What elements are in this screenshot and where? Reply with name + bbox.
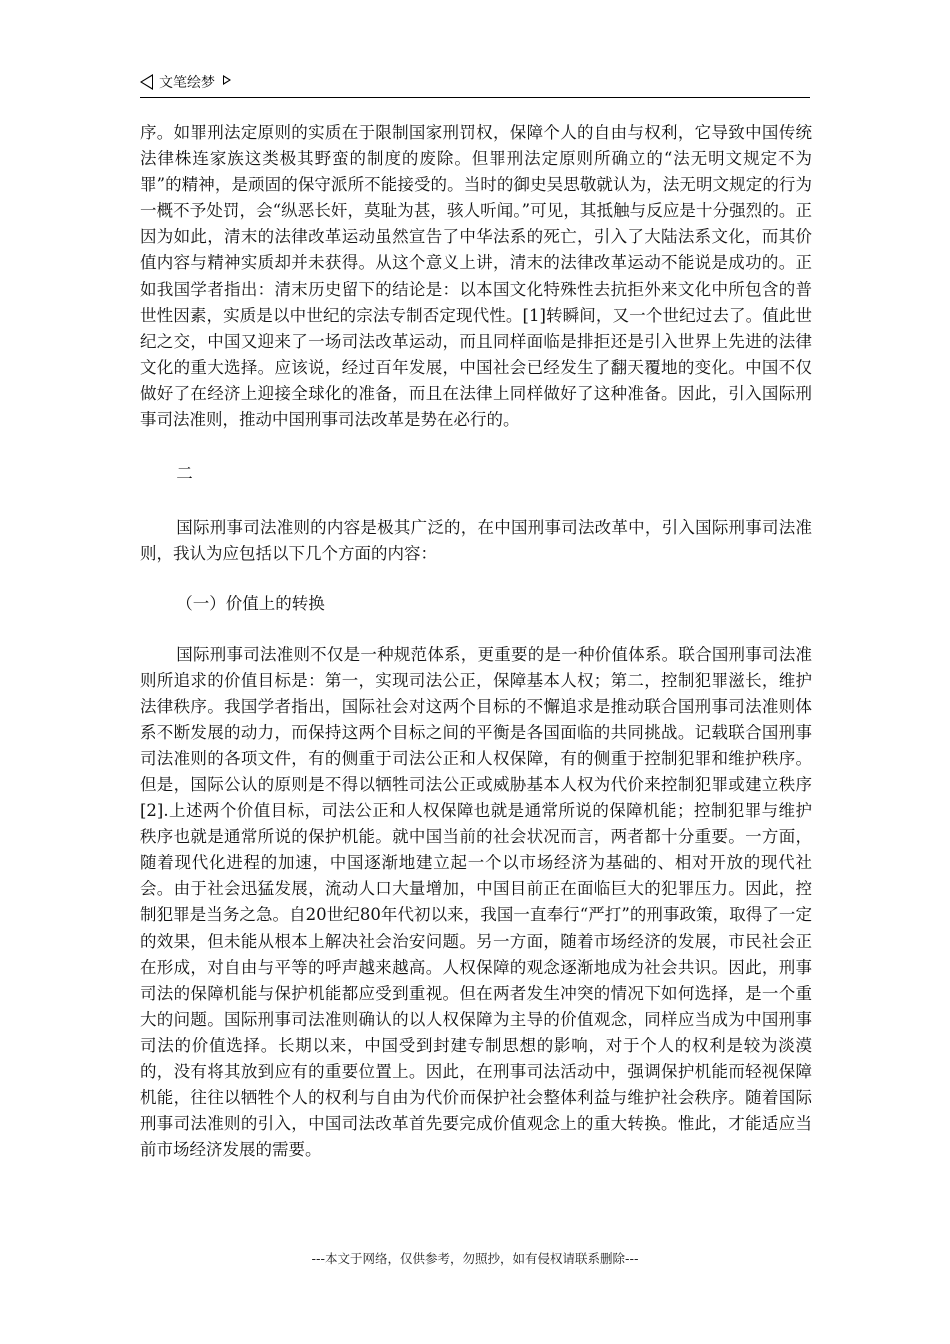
document-body: [140, 120, 812, 1163]
header-title: 文笔绘梦: [159, 75, 215, 91]
header-brand: [140, 72, 231, 92]
page-header: [140, 68, 810, 98]
subsection-heading: （一）价值上的转换: [176, 594, 325, 614]
paragraph-intro: 国际刑事司法准则的内容是极其广泛的，在中国刑事司法改革中，引入国际刑事司法准则，我认为应包括以下几个方面的内容：: [140, 518, 812, 564]
paragraph-continuation: 序。如罪刑法定原则的实质在于限制国家刑罚权，保障个人的自由与权利，它导致中国传统法律株连家族这类极其野蛮的制度的废除。但罪刑法定原则所确立的“法无明文规定不为罪”的精神，是顽固的保守派所不能接受的。当时的御史吴思敬就认为，法无明文规定的行为一概不予处罚，会“纵恶长奸，莫耻为甚，骇人听闻。”可见，其抵触与反应是十分强烈的。正因为如此，清末的法律改革运动虽然宣告了中华法系的死亡，引入了大陆法系文化，而其价值内容与精神实质却并未获得。从这个意义上讲，清末的法律改革运动不能说是成功的。正如我国学者指出：清末历史留下的结论是：以本国文化特殊性去抗拒外来文化中所包含的普世性因素，实质是以中世纪的宗法专制否定现代性。[1]转瞬间，又一个世纪过去了。值此世纪之交，中国又迎来了一场司法改革运动，而且同样面临是排拒还是引入世界上先进的法律文化的重大选择。应该说，经过百年发展，中国社会已经发生了翻天覆地的变化。中国不仅做好了在经济上迎接全球化的准备，而且在法律上同样做好了这种准备。因此，引入国际刑事司法准则，推动中国刑事司法改革是势在必行的。: [140, 123, 812, 430]
triangle-right-icon: [223, 75, 231, 85]
footer-notice: ---本文于网络，仅供参考，勿照抄，如有侵权请联系删除---: [311, 1251, 639, 1266]
triangle-left-icon: [140, 74, 153, 90]
section-heading: 二: [176, 464, 193, 484]
paragraph-value-shift: 国际刑事司法准则不仅是一种规范体系，更重要的是一种价值体系。联合国刑事司法准则所追求的价值目标是：第一，实现司法公正，保障基本人权；第二，控制犯罪滋长，维护法律秩序。我国学者指出，国际社会对这两个目标的不懈追求是推动联合国刑事司法准则体系不断发展的动力，而保持这两个目标之间的平衡是各国面临的共同挑战。记载联合国刑事司法准则的各项文件，有的侧重于司法公正和人权保障，有的侧重于控制犯罪和维护秩序。但是，国际公认的原则是不得以牺牲司法公正或威胁基本人权为代价来控制犯罪或建立秩序[2].上述两个价值目标，司法公正和人权保障也就是通常所说的保障机能；控制犯罪与维护秩序也就是通常所说的保护机能。就中国当前的社会状况而言，两者都十分重要。一方面，随着现代化进程的加速，中国逐渐地建立起一个以市场经济为基础的、相对开放的现代社会。由于社会迅猛发展，流动人口大量增加，中国目前正在面临巨大的犯罪压力。因此，控制犯罪是当务之急。自20世纪80年代初以来，我国一直奉行“严打”的刑事政策，取得了一定的效果，但未能从根本上解决社会治安问题。另一方面，随着市场经济的发展，市民社会正在形成，对自由与平等的呼声越来越高。人权保障的观念逐渐地成为社会共识。因此，刑事司法的保障机能与保护机能都应受到重视。但在两者发生冲突的情况下如何选择，是一个重大的问题。国际刑事司法准则确认的以人权保障为主导的价值观念，同样应当成为中国刑事司法的价值选择。长期以来，中国受到封建专制思想的影响，对于个人的权利是较为淡漠的，没有将其放到应有的重要位置上。因此，在刑事司法活动中，强调保护机能而轻视保障机能，往往以牺牲个人的权利与自由为代价而保护社会整体利益与维护社会秩序。随着国际刑事司法准则的引入，中国司法改革首先要完成价值观念上的重大转换。惟此，才能适应当前市场经济发展的需要。: [140, 644, 812, 1160]
